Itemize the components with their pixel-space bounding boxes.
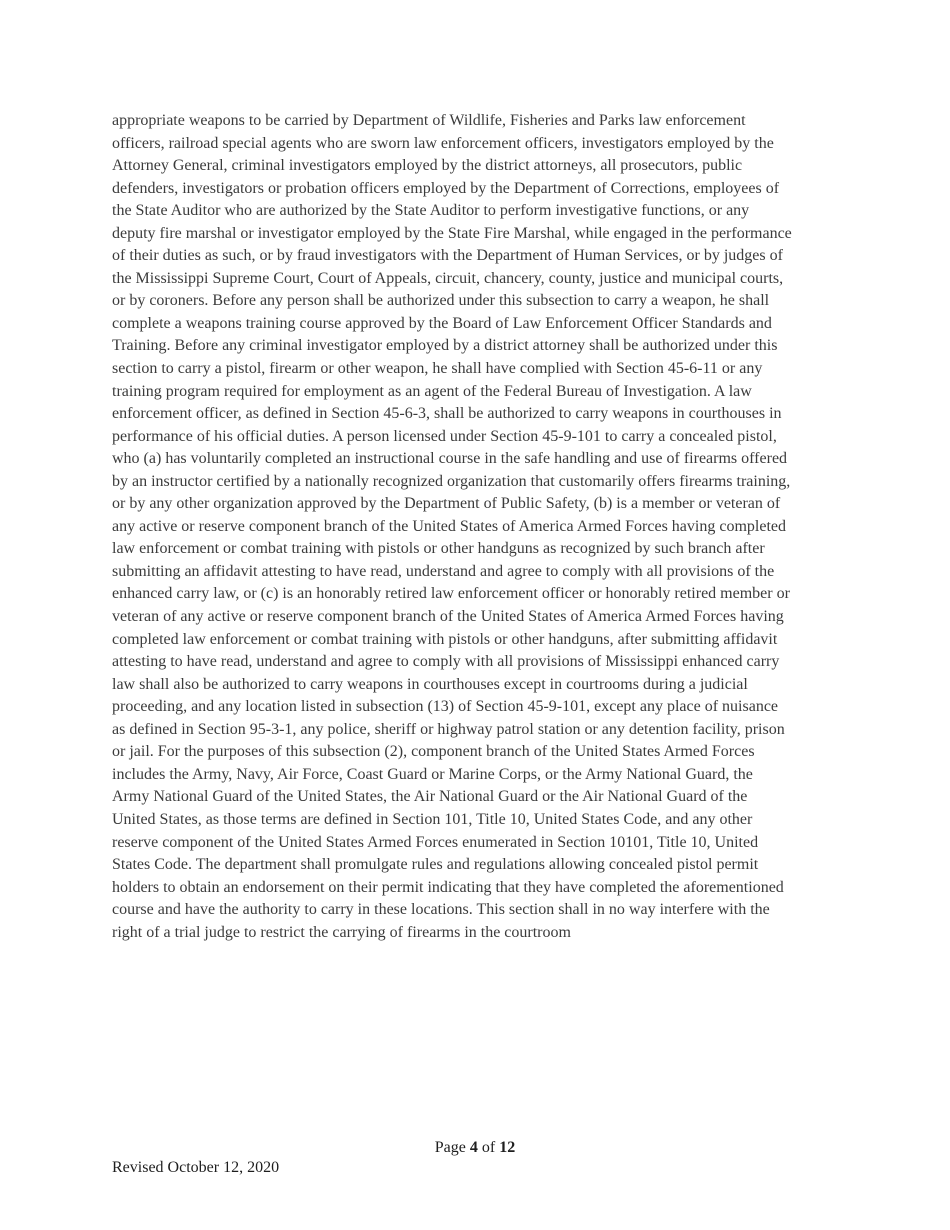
body-line: any active or reserve component branch of the United States of America Armed Forces having completed	[112, 517, 786, 535]
body-line: or by any other organization approved by the Department of Public Safety, (b) is a member or veteran of	[112, 495, 781, 513]
body-line: the State Auditor who are authorized by the State Auditor to perform investigative functions, or any	[112, 202, 750, 220]
body-line: officers, railroad special agents who are sworn law enforcement officers, investigators employed by the	[112, 134, 774, 152]
body-line: includes the Army, Navy, Air Force, Coast Guard or Marine Corps, or the Army National Guard, the	[112, 765, 753, 783]
body-paragraph	[112, 110, 842, 944]
body-line: proceeding, and any location listed in subsection (13) of Section 45-9-101, except any place of nuisance	[112, 698, 779, 716]
body-line: who (a) has voluntarily completed an instructional course in the safe handling and use of firearms offered	[112, 450, 788, 468]
body-line: appropriate weapons to be carried by Department of Wildlife, Fisheries and Parks law enforcement	[112, 112, 746, 129]
page-number	[0, 1137, 950, 1159]
body-line: holders to obtain an endorsement on their permit indicating that they have completed the aforementioned	[112, 878, 784, 896]
body-line: veteran of any active or reserve component branch of the United States of America Armed Forces having	[112, 608, 784, 626]
body-line: enhanced carry law, or (c) is an honorably retired law enforcement officer or honorably retired member or	[112, 585, 790, 603]
page-current: 4	[469, 1139, 478, 1156]
body-line: complete a weapons training course approved by the Board of Law Enforcement Officer Standards and	[112, 314, 772, 332]
body-line: Army National Guard of the United States, the Air National Guard or the Air National Guard of the	[112, 788, 748, 806]
body-line: law enforcement or combat training with pistols or other handguns as recognized by such branch after	[112, 540, 765, 558]
body-line: law shall also be authorized to carry weapons in courthouses except in courtrooms during a judicial	[112, 675, 748, 693]
body-line: submitting an affidavit attesting to have read, understand and agree to comply with all provisions of the	[112, 562, 775, 580]
body-line: section to carry a pistol, firearm or other weapon, he shall have complied with Section 45-6-11 or any	[112, 360, 763, 378]
body-line: of their duties as such, or by fraud investigators with the Department of Human Services, or by judges of	[112, 247, 783, 265]
page-prefix: Page	[434, 1139, 466, 1156]
body-line: course and have the authority to carry in these locations. This section shall in no way interfere with the	[112, 901, 770, 919]
body-line: or by coroners. Before any person shall be authorized under this subsection to carry a weapon, he shall	[112, 292, 770, 310]
body-line: by an instructor certified by a nationally recognized organization that customarily offers firearms training,	[112, 472, 791, 490]
body-line: or jail. For the purposes of this subsection (2), component branch of the United States Armed Forces	[112, 743, 755, 761]
body-line: attesting to have read, understand and agree to comply with all provisions of Mississippi enhanced carry	[112, 653, 780, 671]
revised-date: Revised October 12, 2020	[112, 1159, 280, 1176]
body-line: States Code. The department shall promulgate rules and regulations allowing concealed pistol permit	[112, 856, 759, 874]
body-line: reserve component of the United States Armed Forces enumerated in Section 10101, Title 10, United	[112, 833, 759, 851]
body-line: the Mississippi Supreme Court, Court of Appeals, circuit, chancery, county, justice and municipal courts,	[112, 269, 784, 287]
page-total: 12	[499, 1139, 516, 1156]
body-line: as defined in Section 95-3-1, any police, sheriff or highway patrol station or any detention facility, prison	[112, 720, 785, 738]
body-line: performance of his official duties. A person licensed under Section 45-9-101 to carry a concealed pistol,	[112, 427, 777, 445]
body-line: completed law enforcement or combat training with pistols or other handguns, after submitting affidavit	[112, 630, 778, 648]
body-line: United States, as those terms are defined in Section 101, Title 10, United States Code, and any other	[112, 810, 753, 828]
body-line: right of a trial judge to restrict the carrying of firearms in the courtroom	[112, 923, 571, 941]
body-line: defenders, investigators or probation officers employed by the Department of Corrections, employees of	[112, 179, 780, 197]
body-line: enforcement officer, as defined in Section 45-6-3, shall be authorized to carry weapons in courthouses in	[112, 405, 782, 423]
body-line: Attorney General, criminal investigators employed by the district attorneys, all prosecutors, public	[112, 157, 743, 175]
body-line: deputy fire marshal or investigator employed by the State Fire Marshal, while engaged in the performance	[112, 224, 792, 242]
page-of: of	[481, 1139, 496, 1156]
body-line: Training. Before any criminal investigator employed by a district attorney shall be authorized under this	[112, 337, 778, 355]
body-line: training program required for employment as an agent of the Federal Bureau of Investigation. A law	[112, 382, 752, 400]
